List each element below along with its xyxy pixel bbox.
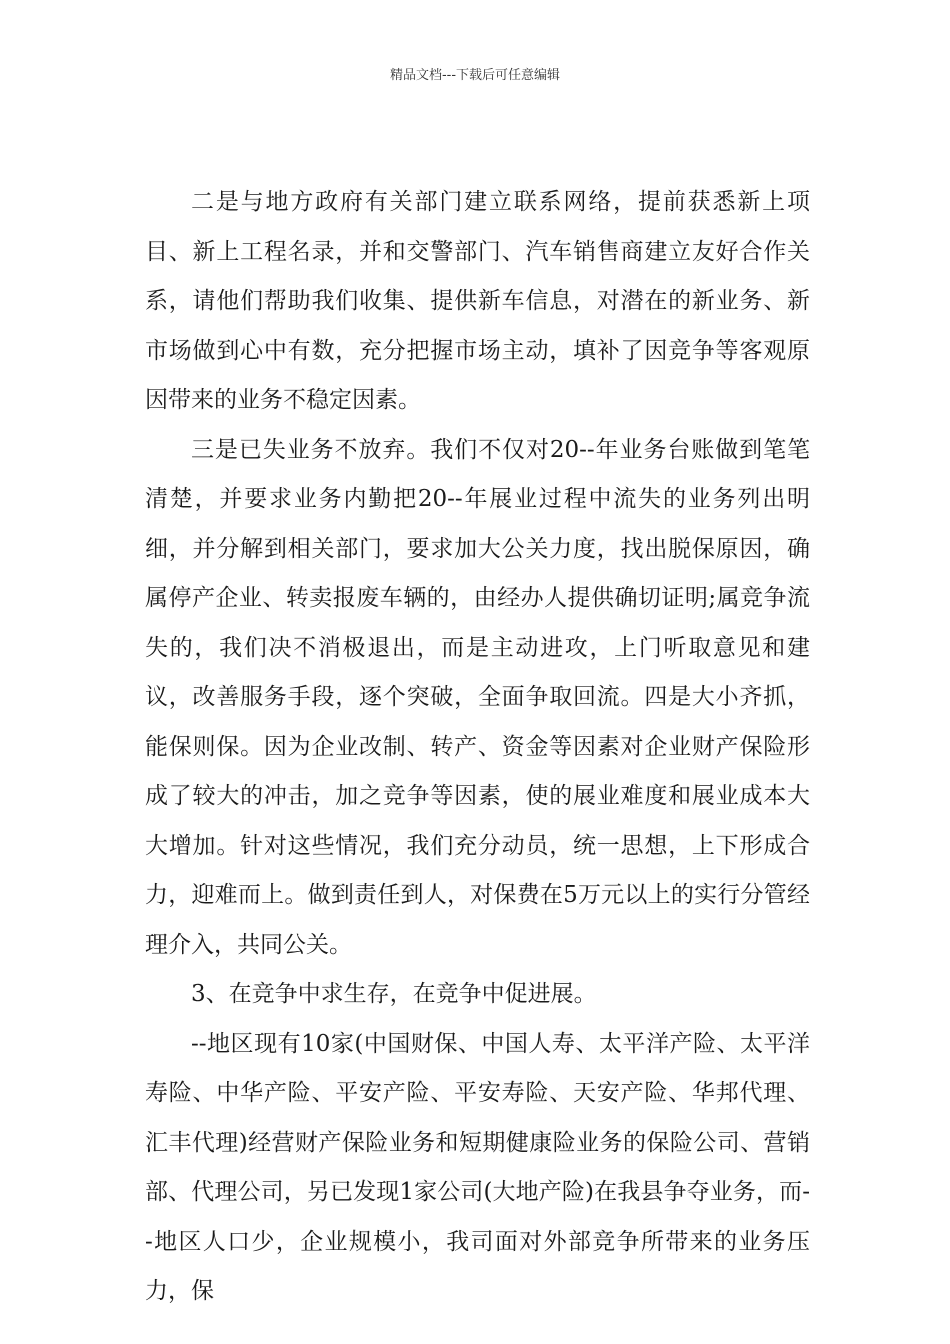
page-header: 精品文档---下载后可任意编辑 bbox=[389, 68, 561, 83]
paragraph-two-contacts: 二是与地方政府有关部门建立联系网络，提前获悉新上项目、新上工程名录，并和交警部门、汽车销售商建立友好合作关系，请他们帮助我们收集、提供新车信息，对潜在的新业务、新市场做到心中有数，充分把握市场主动，填补了因竞争等客观原因带来的业务不稳定因素。 bbox=[145, 189, 810, 413]
document-body bbox=[145, 178, 810, 1317]
paragraph-section-3-heading: 3、在竞争中求生存，在竞争中促进展。 bbox=[191, 981, 597, 1007]
paragraph-local-competition: --地区现有10家(中国财保、中国人寿、太平洋产险、太平洋寿险、中华产险、平安产险、平安寿险、天安产险、华邦代理、汇丰代理)经营财产保险业务和短期健康险业务的保险公司、营销部、代理公司，另已发现1家公司(大地产险)在我县争夺业务，而--地区人口少，企业规模小，我司面对外部竞争所带来的业务压力，保 bbox=[145, 1030, 810, 1304]
paragraph-three-lost-business: 三是已失业务不放弃。我们不仅对20--年业务台账做到笔笔清楚，并要求业务内勤把20--年展业过程中流失的业务列出明细，并分解到相关部门，要求加大公关力度，找出脱保原因，确属停产企业、转卖报废车辆的，由经办人提供确切证明;属竞争流失的，我们决不消极退出，而是主动进攻，上门听取意见和建议，改善服务手段，逐个突破，全面争取回流。四是大小齐抓，能保则保。因为企业改制、转产、资金等因素对企业财产保险形成了较大的冲击，加之竞争等因素，使的展业难度和展业成本大大增加。针对这些情况，我们充分动员，统一思想，上下形成合力，迎难而上。做到责任到人，对保费在5万元以上的实行分管经理介入，共同公关。 bbox=[145, 436, 810, 958]
